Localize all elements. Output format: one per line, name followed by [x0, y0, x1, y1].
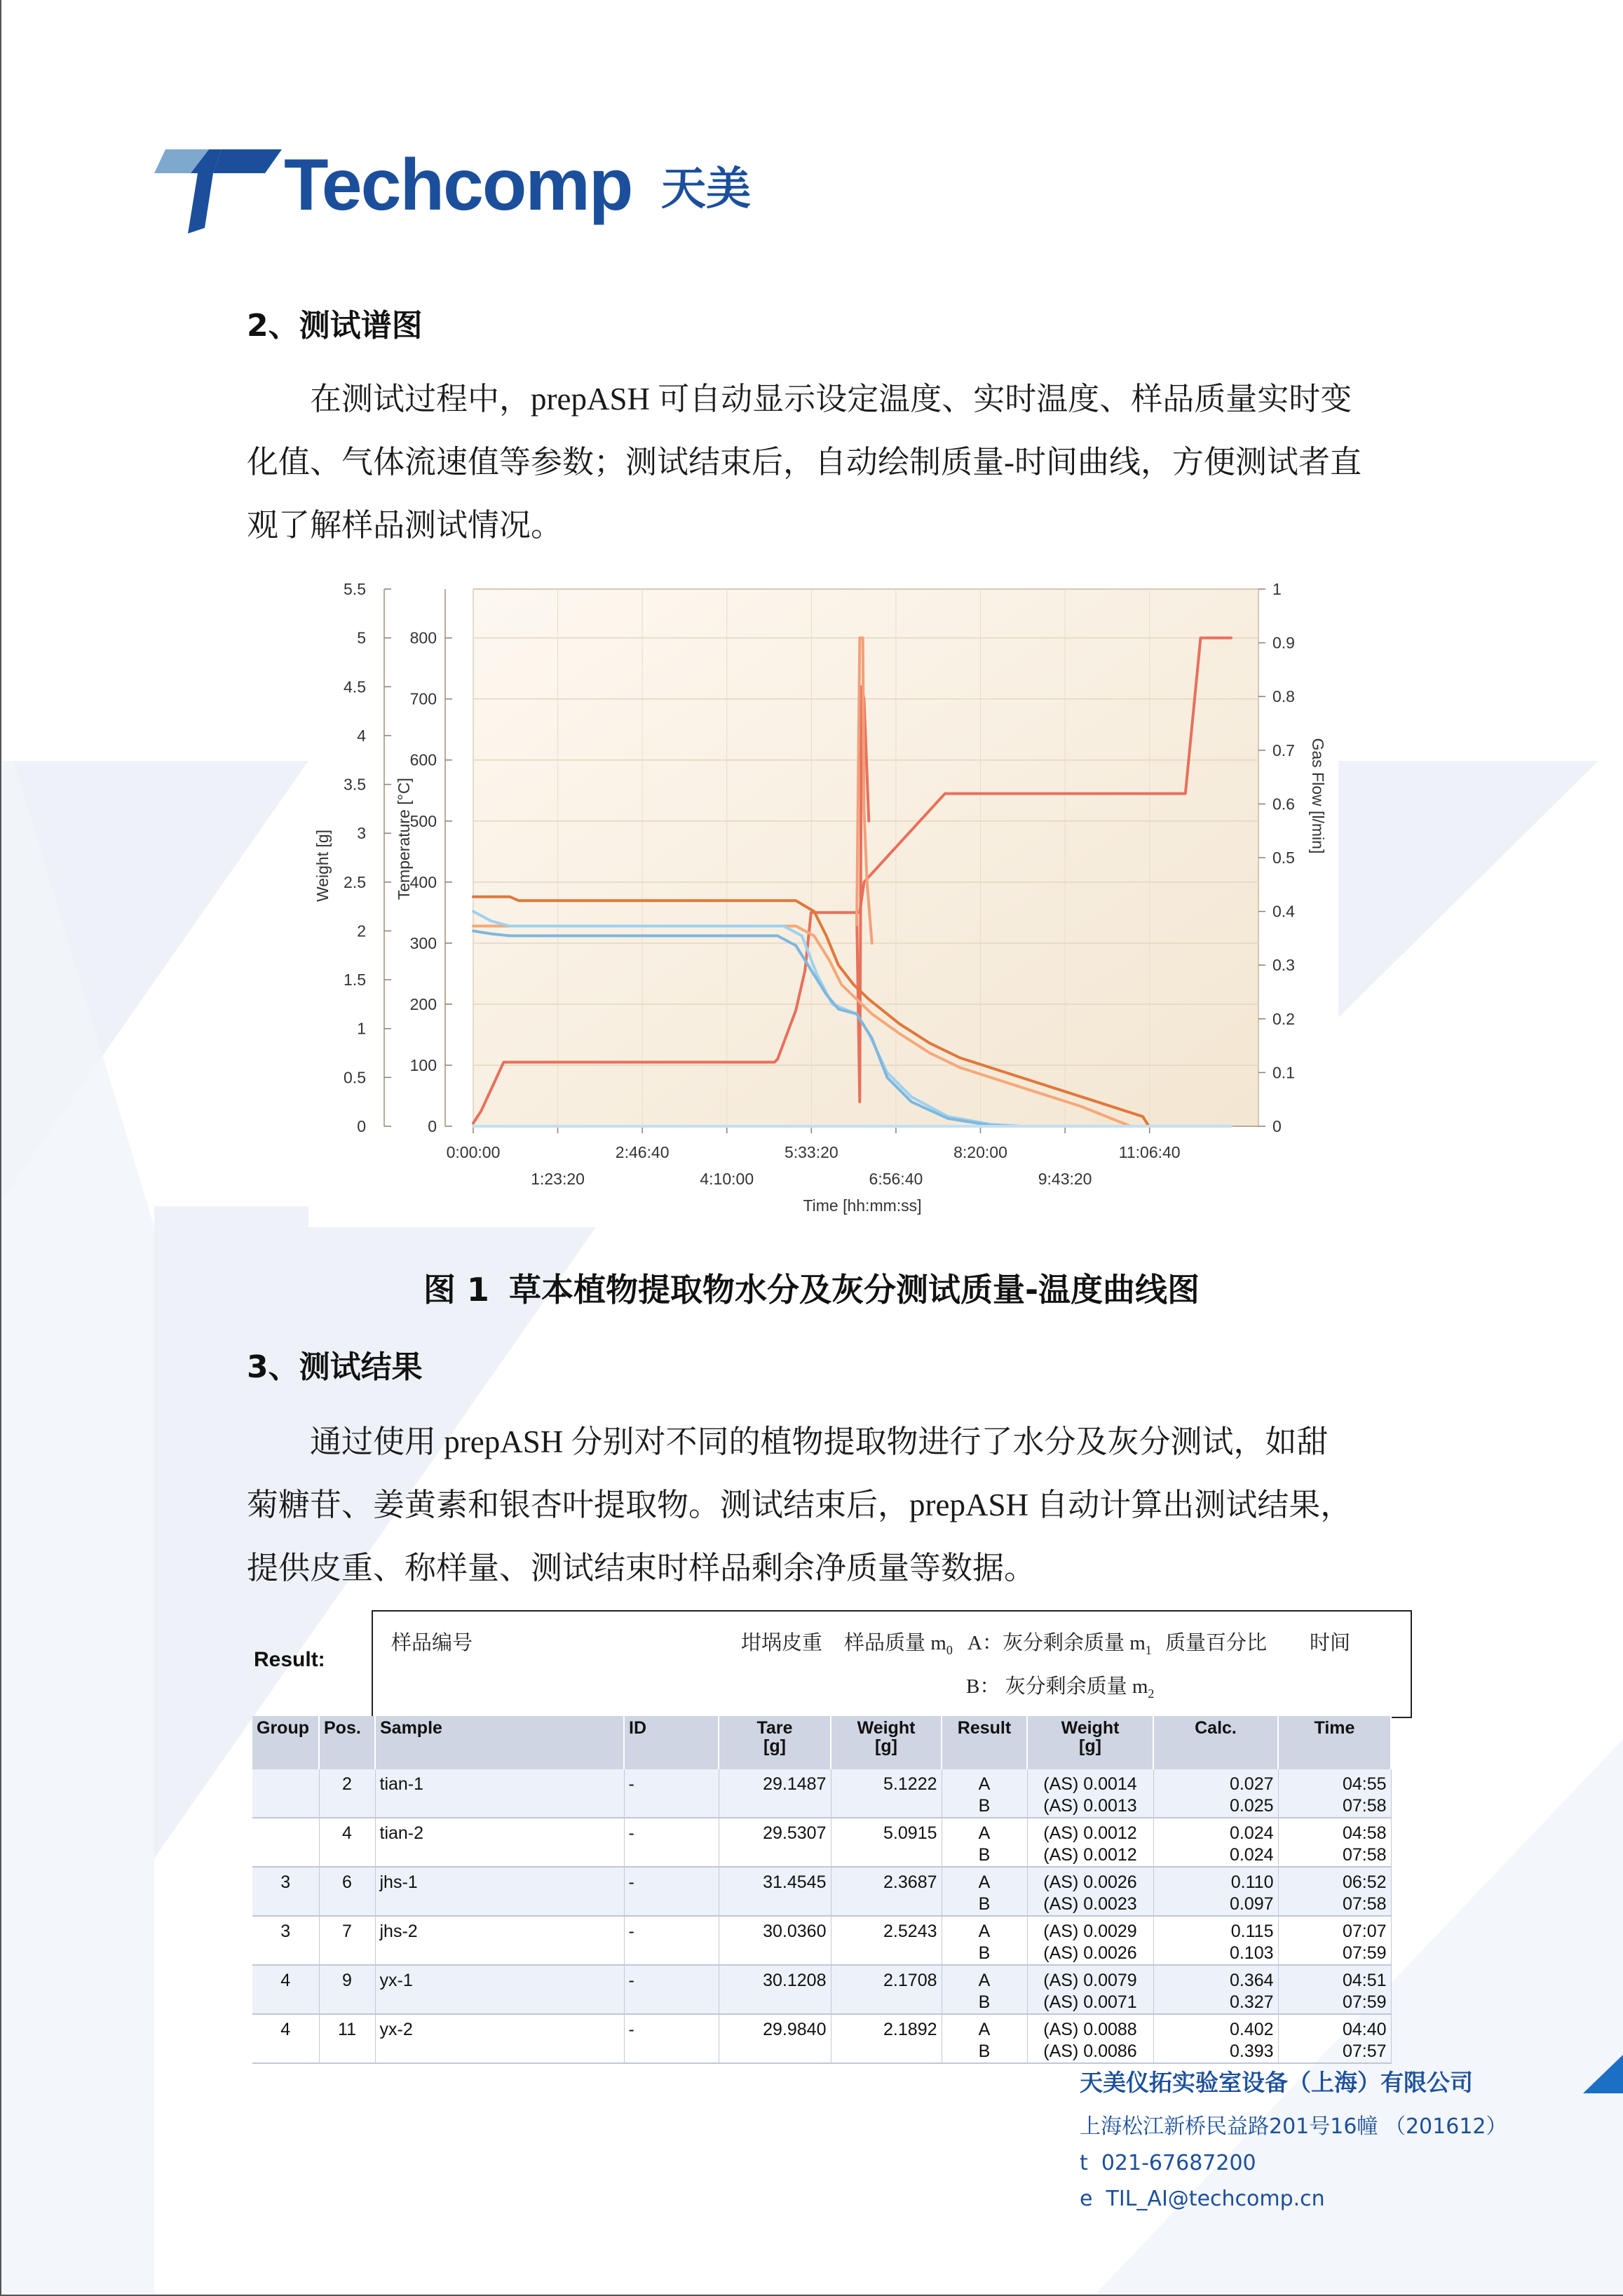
time-tick-label: 11:06:40: [1118, 1143, 1181, 1161]
table-cell: 06:52 07:58: [1278, 1867, 1391, 1916]
table-cell: 04:58 07:58: [1278, 1818, 1391, 1867]
table-cell: -: [624, 1818, 719, 1867]
table-cell: A B: [942, 1965, 1027, 2014]
col-sample: Sample: [375, 1716, 624, 1769]
paragraph-line: 观了解样品测试情况。: [247, 508, 563, 543]
col-weight: Weight [g]: [831, 1716, 942, 1769]
weight-tick-label: 5.5: [344, 580, 366, 598]
paragraph-line: 提供皮重、称样量、测试结束时样品剩余净质量等数据。: [247, 1551, 1036, 1586]
gasflow-tick-label: 0.9: [1272, 633, 1295, 652]
table-header-row: [252, 1716, 1391, 1769]
weight-axis-title: Weight [g]: [313, 829, 332, 903]
table-cell: 2.3687: [831, 1867, 942, 1916]
table-cell: 07:07 07:59: [1278, 1916, 1391, 1965]
table-cell: tian-2: [375, 1818, 624, 1867]
table-cell: 2.1892: [831, 2014, 942, 2063]
table-cell: 4: [319, 1818, 375, 1867]
table-cell: 0.027 0.025: [1153, 1769, 1278, 1818]
gasflow-tick-label: 0: [1272, 1117, 1282, 1135]
weight-tick-label: 2.5: [344, 872, 366, 891]
temperature-tick-label: 200: [409, 994, 437, 1013]
result-label: Result:: [254, 1648, 325, 1671]
col-result-weight: Weight [g]: [1027, 1716, 1153, 1769]
table-cell: 0.402 0.393: [1153, 2014, 1278, 2063]
time-tick-label: 6:56:40: [869, 1170, 923, 1188]
paragraph-line: 化值、气体流速值等参数；测试结束后，自动绘制质量-时间曲线，方便测试者直: [247, 445, 1361, 480]
legend-sample-no: 样品编号: [391, 1632, 473, 1654]
table-cell: yx-1: [375, 1965, 624, 2014]
table-cell: 0.115 0.103: [1153, 1916, 1278, 1965]
figure-number: 图 1: [423, 1271, 489, 1309]
weight-tick-label: 4: [357, 726, 366, 745]
col-tare: Tare [g]: [719, 1716, 831, 1769]
table-cell: -: [624, 1769, 719, 1818]
table-cell: -: [624, 1916, 719, 1965]
table-cell: A B: [942, 1818, 1027, 1867]
temperature-tick-label: 500: [409, 811, 437, 830]
legend-time: 时间: [1310, 1632, 1351, 1654]
results-table: [252, 1716, 1392, 2064]
weight-tick-label: 1: [357, 1019, 366, 1038]
gasflow-tick-label: 0.7: [1272, 741, 1295, 759]
table-cell: 04:55 07:58: [1278, 1769, 1391, 1818]
table-cell: jhs-2: [375, 1916, 624, 1965]
paragraph-line: 通过使用 prepASH 分别对不同的植物提取物进行了水分及灰分测试，如甜: [310, 1424, 1329, 1459]
gasflow-tick-label: 0.2: [1272, 1009, 1295, 1028]
table-cell: 30.0360: [719, 1916, 831, 1965]
table-cell: 2: [319, 1769, 375, 1818]
table-row: [252, 2014, 1391, 2063]
weight-tick-label: 3: [357, 824, 366, 843]
table-cell: 0.364 0.327: [1153, 1965, 1278, 2014]
table-cell: 29.1487: [719, 1769, 831, 1818]
temperature-tick-label: 300: [409, 933, 437, 952]
col-group: Group: [252, 1716, 319, 1769]
temperature-tick-label: 400: [409, 872, 437, 891]
gasflow-tick-label: 0.4: [1272, 902, 1295, 921]
table-row: [252, 1867, 1391, 1916]
table-cell: 04:40 07:57: [1278, 2014, 1391, 2063]
table-cell: jhs-1: [375, 1867, 624, 1916]
table-cell: [252, 1769, 319, 1818]
table-cell: 4: [252, 1965, 319, 2014]
table-cell: 7: [319, 1916, 375, 1965]
company-email: e TIL_AI@techcomp.cn: [1080, 2187, 1325, 2211]
col-id: ID: [624, 1716, 719, 1769]
paragraph-line: 菊糖苷、姜黄素和银杏叶提取物。测试结束后，prepASH 自动计算出测试结果，: [247, 1487, 1352, 1522]
company-contact: [1080, 2065, 1507, 2211]
corner-accent-icon: [1583, 2055, 1623, 2097]
temperature-tick-label: 100: [409, 1055, 437, 1074]
gasflow-tick-label: 1: [1272, 580, 1282, 598]
brand-wordmark: Techcomp: [284, 144, 632, 226]
weight-tick-label: 2: [357, 921, 366, 940]
figure-caption-text: 草本植物提取物水分及灰分测试质量-温度曲线图: [508, 1271, 1200, 1309]
table-cell: 3: [252, 1867, 319, 1916]
table-cell: (AS) 0.0029 (AS) 0.0026: [1027, 1916, 1153, 1965]
weight-tick-label: 0.5: [344, 1068, 366, 1087]
table-cell: A B: [942, 1769, 1027, 1818]
section3-heading: 3、测试结果: [247, 1349, 423, 1385]
brand-wordmark-cn: 天美: [661, 163, 751, 215]
table-cell: 3: [252, 1916, 319, 1965]
table-cell: 5.1222: [831, 1769, 942, 1818]
table-row: [252, 1769, 1391, 1818]
weight-tick-label: 3.5: [344, 775, 366, 794]
results-legend-box: [372, 1610, 1412, 1718]
temperature-tick-label: 0: [428, 1117, 437, 1135]
table-cell: (AS) 0.0012 (AS) 0.0012: [1027, 1818, 1153, 1867]
gasflow-tick-label: 0.1: [1272, 1063, 1295, 1082]
table-cell: (AS) 0.0026 (AS) 0.0023: [1027, 1867, 1153, 1916]
gasflow-axis-title: Gas Flow [l/min]: [1309, 738, 1327, 854]
paragraph-line: 在测试过程中，prepASH 可自动显示设定温度、实时温度、样品质量实时变: [310, 381, 1352, 417]
table-row: [252, 1818, 1391, 1867]
time-tick-label: 1:23:20: [531, 1170, 585, 1188]
table-cell: 0.024 0.024: [1153, 1818, 1278, 1867]
temperature-axis-title: Temperature [°C]: [395, 778, 413, 900]
table-cell: 6: [319, 1867, 375, 1916]
table-cell: A B: [942, 1916, 1027, 1965]
col-time: Time: [1278, 1716, 1391, 1769]
temperature-tick-label: 800: [409, 628, 437, 647]
col-pos: Pos.: [319, 1716, 375, 1769]
time-tick-label: 8:20:00: [953, 1143, 1007, 1161]
table-cell: -: [624, 1867, 719, 1916]
table-cell: 29.5307: [719, 1818, 831, 1867]
weight-tick-label: 1.5: [344, 971, 366, 990]
time-tick-label: 5:33:20: [784, 1143, 838, 1161]
time-tick-label: 9:43:20: [1038, 1170, 1092, 1188]
weight-tick-label: 4.5: [344, 677, 366, 696]
company-address: 上海松江新桥民益路201号16幢 （201612）: [1080, 2114, 1507, 2139]
table-cell: (AS) 0.0014 (AS) 0.0013: [1027, 1769, 1153, 1818]
gasflow-tick-label: 0.3: [1272, 956, 1295, 975]
legend-a-residue: A：灰分剩余质量 $m_1$: [967, 1632, 1152, 1657]
table-cell: tian-1: [375, 1769, 624, 1818]
table-cell: A B: [942, 2014, 1027, 2063]
table-cell: 11: [319, 2014, 375, 2063]
table-cell: 2.5243: [831, 1916, 942, 1965]
gasflow-tick-label: 0.8: [1272, 687, 1295, 706]
table-row: [252, 1965, 1391, 2014]
section3-paragraph: [247, 1410, 1383, 1600]
gasflow-tick-label: 0.6: [1272, 795, 1295, 813]
table-row: [252, 1916, 1391, 1965]
table-cell: -: [624, 2014, 719, 2063]
table-cell: (AS) 0.0079 (AS) 0.0071: [1027, 1965, 1153, 2014]
table-cell: yx-2: [375, 2014, 624, 2063]
legend-tare: 坩埚皮重: [741, 1632, 823, 1654]
x-axis-title: Time [hh:mm:ss]: [803, 1196, 922, 1215]
weight-tick-label: 5: [357, 628, 366, 647]
table-cell: A B: [942, 1867, 1027, 1916]
table-cell: [252, 1818, 319, 1867]
col-result: Result: [942, 1716, 1027, 1769]
table-cell: 5.0915: [831, 1818, 942, 1867]
table-cell: 4: [252, 2014, 319, 2063]
table-cell: 9: [319, 1965, 375, 2014]
table-cell: 2.1708: [831, 1965, 942, 2014]
table-cell: (AS) 0.0088 (AS) 0.0086: [1027, 2014, 1153, 2063]
table-cell: -: [624, 1965, 719, 2014]
legend-b-residue: B： 灰分剩余质量 $m_2$: [966, 1675, 1155, 1701]
legend-percent: 质量百分比: [1165, 1632, 1268, 1654]
table-cell: 29.9840: [719, 2014, 831, 2063]
company-name: 天美仪拓实验室设备（上海）有限公司: [1080, 2069, 1473, 2096]
col-calc: Calc.: [1153, 1716, 1278, 1769]
gasflow-tick-label: 0.5: [1272, 849, 1295, 867]
figure-caption: [0, 1264, 1623, 1311]
table-cell: 04:51 07:59: [1278, 1965, 1391, 2014]
company-phone: t 021-67687200: [1080, 2151, 1256, 2175]
time-tick-label: 2:46:40: [615, 1143, 670, 1161]
table-cell: 31.4545: [719, 1867, 831, 1916]
weight-tick-label: 0: [357, 1117, 366, 1135]
temperature-tick-label: 700: [409, 689, 437, 708]
time-tick-label: 0:00:00: [446, 1143, 501, 1161]
table-cell: 30.1208: [719, 1965, 831, 2014]
legend-sample-mass: 样品质量 $m_0$: [844, 1632, 953, 1657]
section2-heading: 2、测试谱图: [247, 308, 423, 344]
temperature-tick-label: 600: [409, 750, 437, 769]
time-tick-label: 4:10:00: [700, 1170, 754, 1188]
table-cell: 0.110 0.097: [1153, 1867, 1278, 1916]
